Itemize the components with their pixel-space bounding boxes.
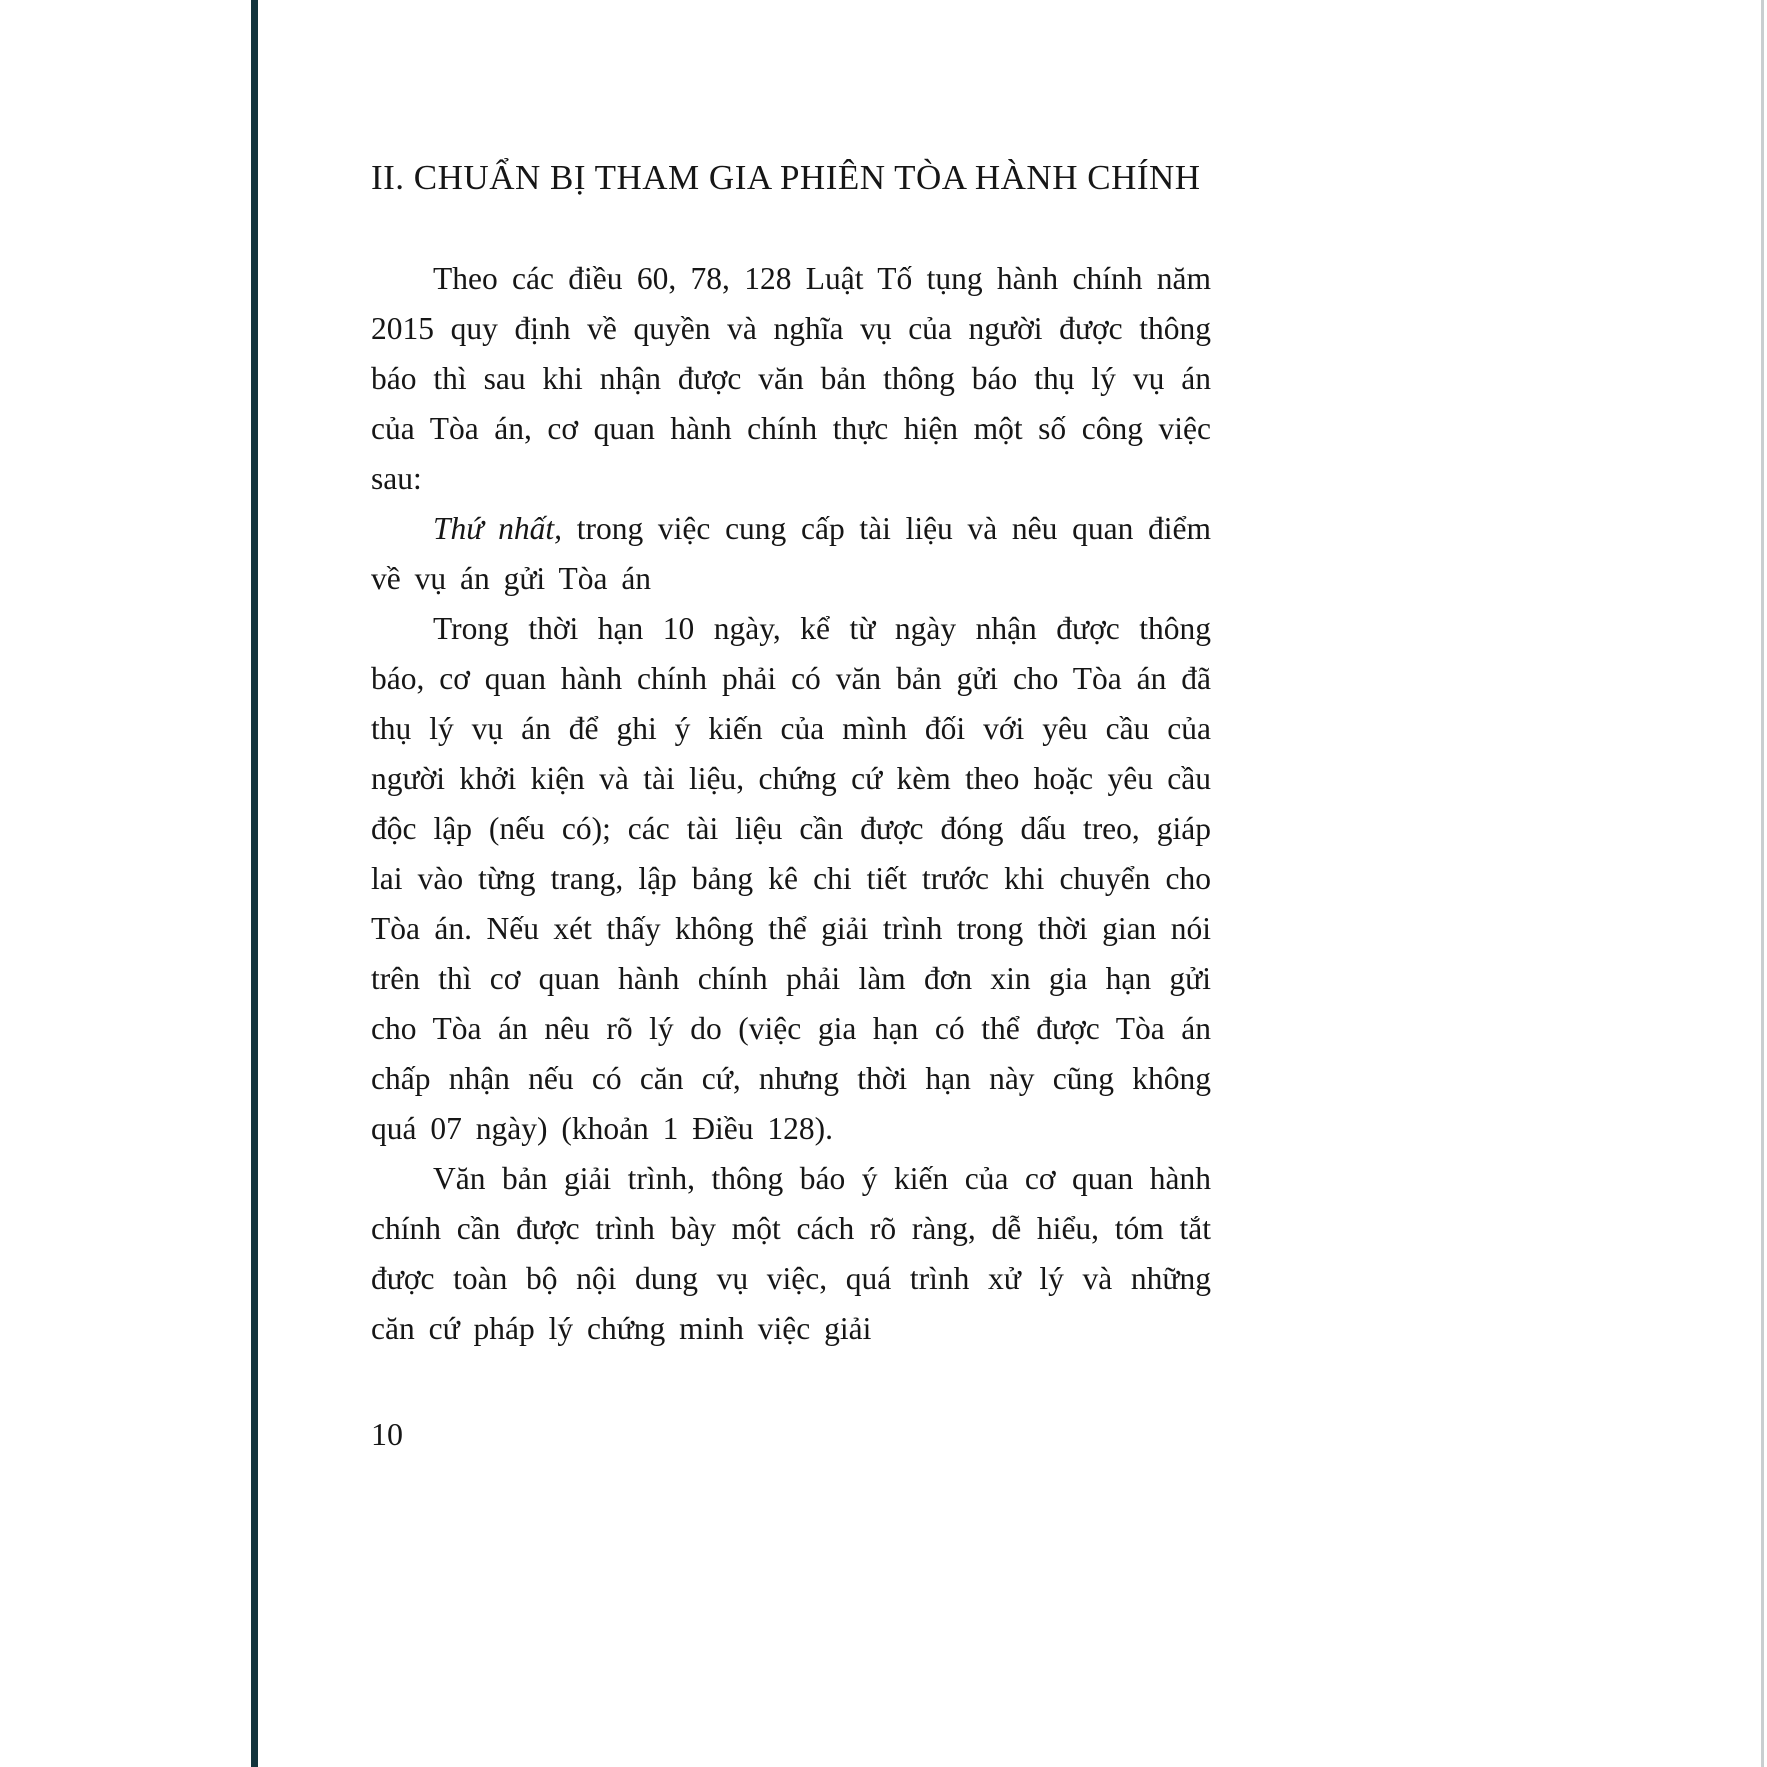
right-page-edge-line bbox=[1761, 0, 1764, 1767]
section-heading: II. CHUẨN BỊ THAM GIA PHIÊN TÒA HÀNH CHÍNH bbox=[371, 158, 1201, 197]
text-run: Trong thời hạn 10 ngày, kể từ ngày nhận được thông báo, cơ quan hành chính phải có văn bản gửi cho Tòa án đã thụ lý vụ án để ghi ý kiến của mình đối với yêu cầu của người khởi kiện và tài liệu, chứng cứ kèm theo hoặc yêu cầu độc lập (nếu có); các tài liệu cần được đóng dấu treo, giáp lai vào từng trang, lập bảng kê chi tiết trước khi chuyển cho Tòa án. Nếu xét thấy không thể giải trình trong thời gian nói trên thì cơ quan hành chính phải làm đơn xin gia hạn gửi cho Tòa án nêu rõ lý do (việc gia hạn có thể được Tòa án chấp nhận nếu có căn cứ, nhưng thời hạn này cũng không quá 07 ngày) (khoản 1 Điều 128). bbox=[371, 611, 1211, 1146]
italic-run: Thứ nhất, bbox=[433, 511, 563, 546]
page-content bbox=[371, 158, 1211, 1354]
paragraphs bbox=[371, 254, 1211, 1354]
text-run: Văn bản giải trình, thông báo ý kiến của cơ quan hành chính cần được trình bày một cách rõ ràng, dễ hiểu, tóm tắt được toàn bộ nội dung vụ việc, quá trình xử lý và những căn cứ pháp lý chứng minh việc giải bbox=[371, 1161, 1211, 1346]
paragraph bbox=[371, 504, 1211, 604]
text-run: trong việc cung cấp tài liệu và nêu quan điểm về vụ án gửi Tòa án bbox=[371, 511, 1212, 596]
paragraph bbox=[371, 1154, 1211, 1354]
left-page-edge-line bbox=[251, 0, 258, 1767]
paragraph bbox=[371, 254, 1211, 504]
page-number: 10 bbox=[371, 1416, 403, 1452]
text-run: Theo các điều 60, 78, 128 Luật Tố tụng hành chính năm 2015 quy định về quyền và nghĩa vụ của người được thông báo thì sau khi nhận được văn bản thông báo thụ lý vụ án của Tòa án, cơ quan hành chính thực hiện một số công việc sau: bbox=[371, 261, 1211, 496]
paragraph bbox=[371, 604, 1211, 1154]
